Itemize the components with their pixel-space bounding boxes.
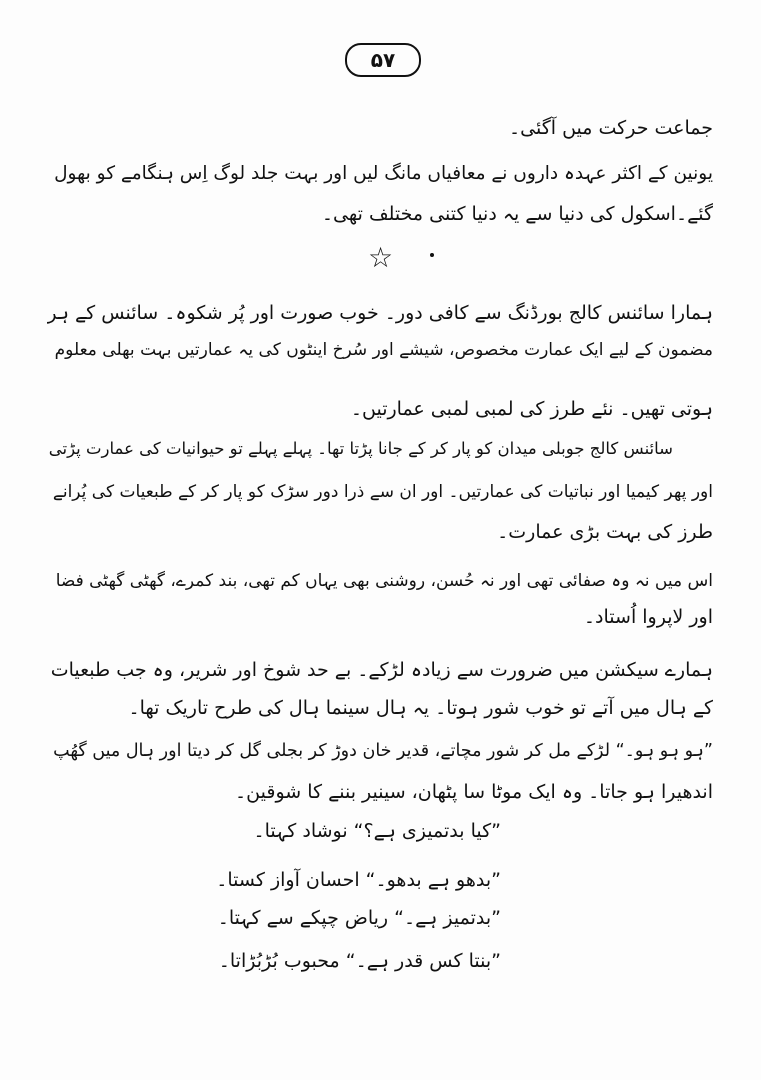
text-line: مضمون کے لیے ایک عمارت مخصوص، شیشے اور سُرخ اینٹوں کی یہ عمارتیں بہت بھلی معلوم [54,340,713,360]
page-number: ۵۷ [370,48,396,72]
text-line: ”ہو ہو ہو۔“ لڑکے مل کر شور مچاتے، قدیر خان دوڑ کر بجلی گل کر دیتا اور ہال میں گھُپ [53,741,713,761]
text-line: یونین کے اکثر عہدہ داروں نے معافیاں مانگ لیں اور بہت جلد لوگ اِس ہنگامے کو بھول [54,163,713,184]
page-number-badge [345,43,421,77]
text-line: اور پھر کیمیا اور نباتیات کی عمارتیں۔ اور ان سے ذرا دور سڑک کو پار کر کے طبعیات کی پُرانے [52,482,713,502]
ink-dot [430,253,434,257]
text-line: اس میں نہ وہ صفائی تھی اور نہ حُسن، روشنی بھی یہاں کم تھی، بند کمرے، گھٹی گھٹی فضا [55,571,713,591]
text-line: ہمارا سائنس کالج بورڈنگ سے کافی دور۔ خوب صورت اور پُر شکوہ۔ سائنس کے ہر [47,302,713,324]
dialogue-line: ”بنتا کس قدر ہے۔“ محبوب بُڑبُڑاتا۔ [218,950,501,972]
text-line: ہمارے سیکشن میں ضرورت سے زیادہ لڑکے۔ بے حد شوخ اور شریر، وہ جب طبعیات [50,659,713,681]
text-line: اندھیرا ہو جاتا۔ وہ ایک موٹا سا پٹھان، سینیر بننے کا شوقین۔ [235,781,713,803]
dialogue-line: ”کیا بدتمیزی ہے؟“ نوشاد کہتا۔ [253,820,501,842]
text-line: اور لاپروا اُستاد۔ [583,606,713,628]
text-line: گئے۔اسکول کی دنیا سے یہ دنیا کتنی مختلف تھی۔ [321,203,713,225]
dialogue-line: ”بدھو ہے بدھو۔“ احسان آواز کستا۔ [216,869,501,891]
text-line: طرز کی بہت بڑی عمارت۔ [497,521,713,543]
dialogue-line: ”بدتمیز ہے۔“ ریاض چپکے سے کہتا۔ [217,907,501,929]
text-line: کے ہال میں آتے تو خوب شور ہوتا۔ یہ ہال سینما ہال کی طرح تاریک تھا۔ [128,697,713,719]
star-outline-icon: ☆ [368,241,394,274]
text-line: ہوتی تھیں۔ نئے طرز کی لمبی لمبی عمارتیں۔ [350,398,713,420]
text-line: سائنس کالج جوبلی میدان کو پار کر کے جانا پڑتا تھا۔ پہلے پہلے تو حیوانیات کی عمارت پڑتی [48,439,673,458]
text-line: جماعت حرکت میں آگئی۔ [509,117,713,139]
